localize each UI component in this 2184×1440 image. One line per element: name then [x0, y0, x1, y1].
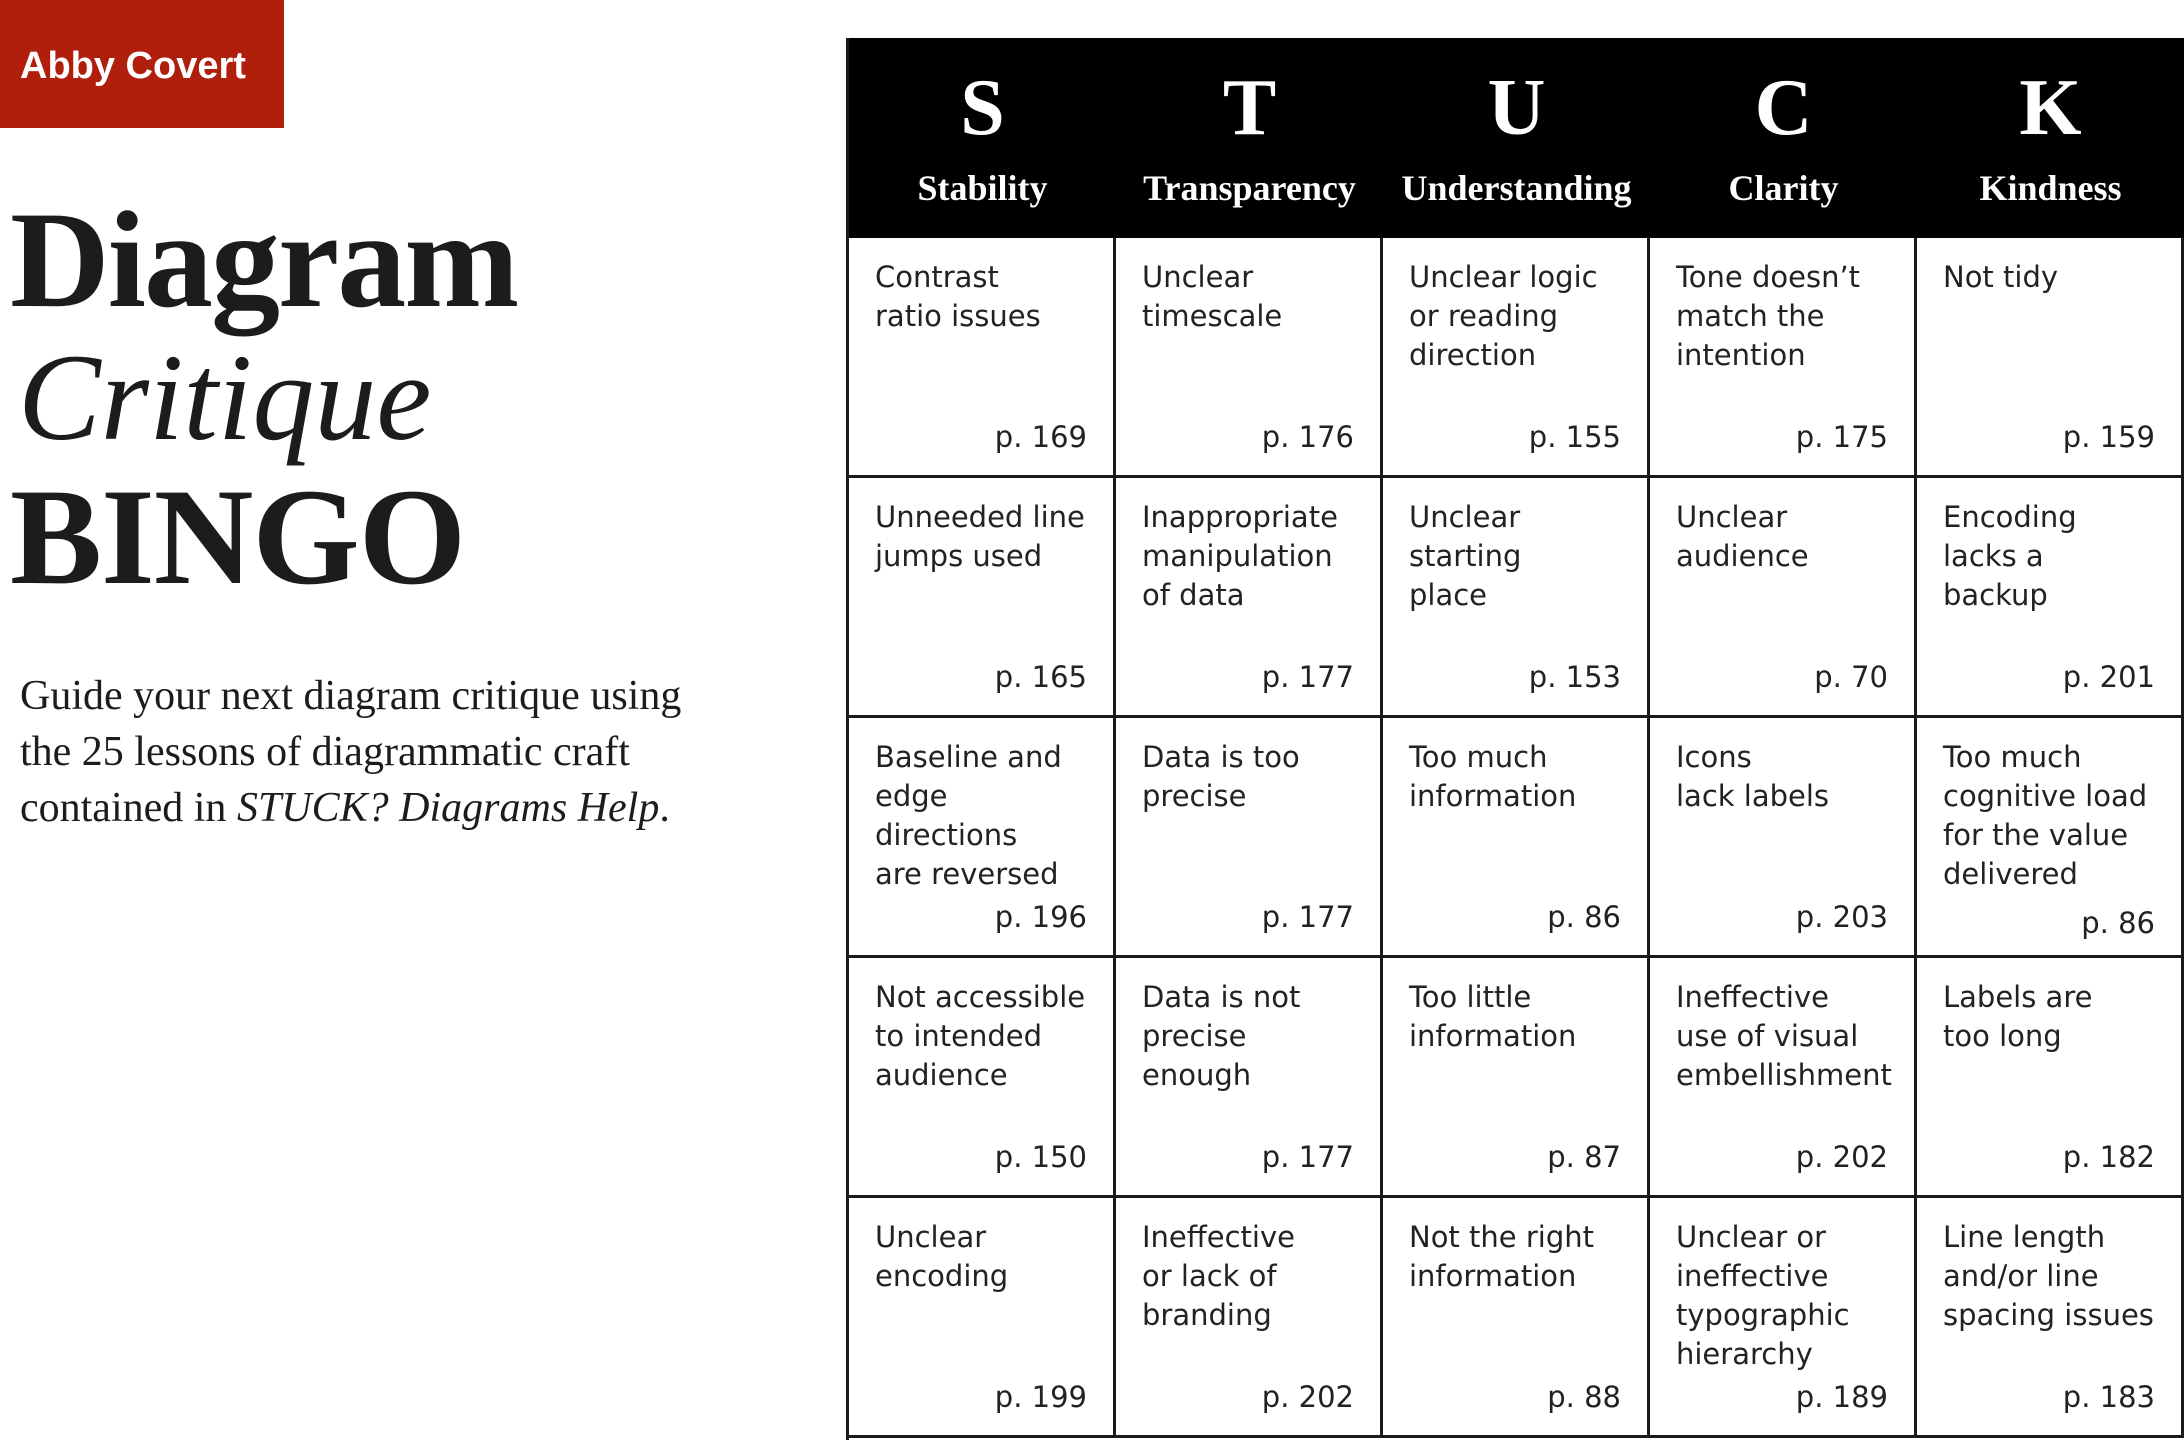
title-line-bingo: BINGO — [10, 460, 466, 613]
title-line-critique: Critique — [18, 329, 432, 466]
bingo-board — [846, 38, 2184, 1440]
cell-page-ref: p. 203 — [1795, 900, 1888, 934]
column-word: Clarity — [1728, 168, 1839, 208]
cell-page-ref: p. 189 — [1795, 1380, 1888, 1414]
cell-lesson: Unclear or ineffective typographic hierarchy — [1676, 1220, 1850, 1371]
bingo-cell — [1116, 718, 1383, 958]
tagline-period: . — [659, 785, 670, 831]
column-word: Understanding — [1401, 168, 1632, 208]
bingo-cell — [1917, 718, 2184, 958]
bingo-cell — [1116, 1198, 1383, 1438]
cell-lesson: Not tidy — [1943, 260, 2059, 294]
cell-lesson: Not accessible to intended audience — [875, 980, 1086, 1092]
cell-lesson: Ineffective use of visual embellishment — [1676, 980, 1892, 1092]
cell-lesson: Unclear logic or reading direction — [1409, 260, 1598, 372]
cell-page-ref: p. 177 — [1261, 660, 1354, 694]
cell-page-ref: p. 202 — [1261, 1380, 1354, 1414]
tagline — [20, 668, 740, 836]
column-header-understanding — [1383, 38, 1650, 238]
cell-page-ref: p. 70 — [1814, 660, 1888, 694]
bingo-cell — [1650, 478, 1917, 718]
column-letter: S — [960, 64, 1005, 152]
bingo-cell — [1917, 1198, 2184, 1438]
cell-lesson: Unclear audience — [1676, 500, 1809, 573]
cell-lesson: Not the right information — [1409, 1220, 1594, 1293]
cell-lesson: Contrast ratio issues — [875, 260, 1041, 333]
column-word: Kindness — [1979, 168, 2122, 208]
bingo-cell — [849, 958, 1116, 1198]
bingo-grid — [849, 238, 2184, 1438]
cell-lesson: Labels are too long — [1943, 980, 2093, 1053]
author-badge — [0, 0, 284, 128]
cell-lesson: Ineffective or lack of branding — [1142, 1220, 1295, 1332]
cell-lesson: Data is too precise — [1142, 740, 1300, 813]
cell-page-ref: p. 87 — [1547, 1140, 1621, 1174]
cell-lesson: Too much information — [1409, 740, 1577, 813]
cell-page-ref: p. 150 — [994, 1140, 1087, 1174]
bingo-cell — [1383, 238, 1650, 478]
column-word: Stability — [917, 168, 1048, 208]
cell-lesson: Unclear encoding — [875, 1220, 1009, 1293]
cell-lesson: Baseline and edge directions are reversed — [875, 740, 1062, 891]
bingo-cell — [1383, 718, 1650, 958]
cell-page-ref: p. 201 — [2062, 660, 2155, 694]
bingo-cell — [1917, 238, 2184, 478]
bingo-header — [849, 38, 2184, 238]
cell-page-ref: p. 177 — [1261, 900, 1354, 934]
bingo-cell — [849, 1198, 1116, 1438]
cell-page-ref: p. 182 — [2062, 1140, 2155, 1174]
cell-page-ref: p. 196 — [994, 900, 1087, 934]
cell-page-ref: p. 202 — [1795, 1140, 1888, 1174]
column-header-clarity — [1650, 38, 1917, 238]
tagline-book-title: STUCK? Diagrams Help — [236, 785, 660, 831]
cell-page-ref: p. 175 — [1795, 420, 1888, 454]
cell-lesson: Unneeded line jumps used — [875, 500, 1085, 573]
column-header-transparency — [1116, 38, 1383, 238]
bingo-cell — [1650, 958, 1917, 1198]
cell-page-ref: p. 165 — [994, 660, 1087, 694]
column-header-kindness — [1917, 38, 2184, 238]
cell-page-ref: p. 88 — [1547, 1380, 1621, 1414]
column-letter: K — [2019, 64, 2082, 152]
cell-lesson: Unclear starting place — [1409, 500, 1522, 612]
bingo-cell — [1383, 1198, 1650, 1438]
tagline-text: Guide your next diagram critique using the 25 lessons of diagrammatic craft contained in — [20, 673, 682, 831]
cell-lesson: Too much cognitive load for the value delivered — [1943, 740, 2148, 891]
column-letter: C — [1754, 64, 1813, 152]
cell-page-ref: p. 169 — [994, 420, 1087, 454]
column-word: Transparency — [1143, 168, 1356, 208]
bingo-cell — [1116, 238, 1383, 478]
bingo-cell — [849, 238, 1116, 478]
bingo-cell — [1116, 478, 1383, 718]
column-letter: T — [1222, 64, 1277, 152]
cell-lesson: Inappropriate manipulation of data — [1142, 500, 1338, 612]
column-letter: U — [1487, 64, 1546, 152]
bingo-cell — [1917, 958, 2184, 1198]
cell-page-ref: p. 155 — [1528, 420, 1621, 454]
page-title — [10, 183, 518, 613]
bingo-cell — [849, 478, 1116, 718]
column-header-stability — [849, 38, 1116, 238]
cell-page-ref: p. 86 — [2081, 906, 2155, 940]
cell-page-ref: p. 199 — [994, 1380, 1087, 1414]
cell-page-ref: p. 177 — [1261, 1140, 1354, 1174]
bingo-cell — [1116, 958, 1383, 1198]
title-line-diagram: Diagram — [10, 183, 518, 336]
cell-lesson: Tone doesn’t match the intention — [1676, 260, 1861, 372]
bingo-cell — [849, 718, 1116, 958]
cell-page-ref: p. 176 — [1261, 420, 1354, 454]
cell-lesson: Line length and/or line spacing issues — [1943, 1220, 2154, 1332]
cell-lesson: Encoding lacks a backup — [1943, 500, 2077, 612]
bingo-cell — [1383, 958, 1650, 1198]
bingo-cell — [1650, 718, 1917, 958]
bingo-cell — [1650, 238, 1917, 478]
cell-page-ref: p. 153 — [1528, 660, 1621, 694]
bingo-cell — [1917, 478, 2184, 718]
cell-page-ref: p. 86 — [1547, 900, 1621, 934]
cell-lesson: Unclear timescale — [1142, 260, 1283, 333]
author-name: Abby Covert — [20, 44, 246, 87]
cell-lesson: Icons lack labels — [1676, 740, 1830, 813]
cell-lesson: Data is not precise enough — [1142, 980, 1301, 1092]
bingo-cell — [1383, 478, 1650, 718]
cell-lesson: Too little information — [1409, 980, 1577, 1053]
cell-page-ref: p. 183 — [2062, 1380, 2155, 1414]
bingo-cell — [1650, 1198, 1917, 1438]
cell-page-ref: p. 159 — [2062, 420, 2155, 454]
